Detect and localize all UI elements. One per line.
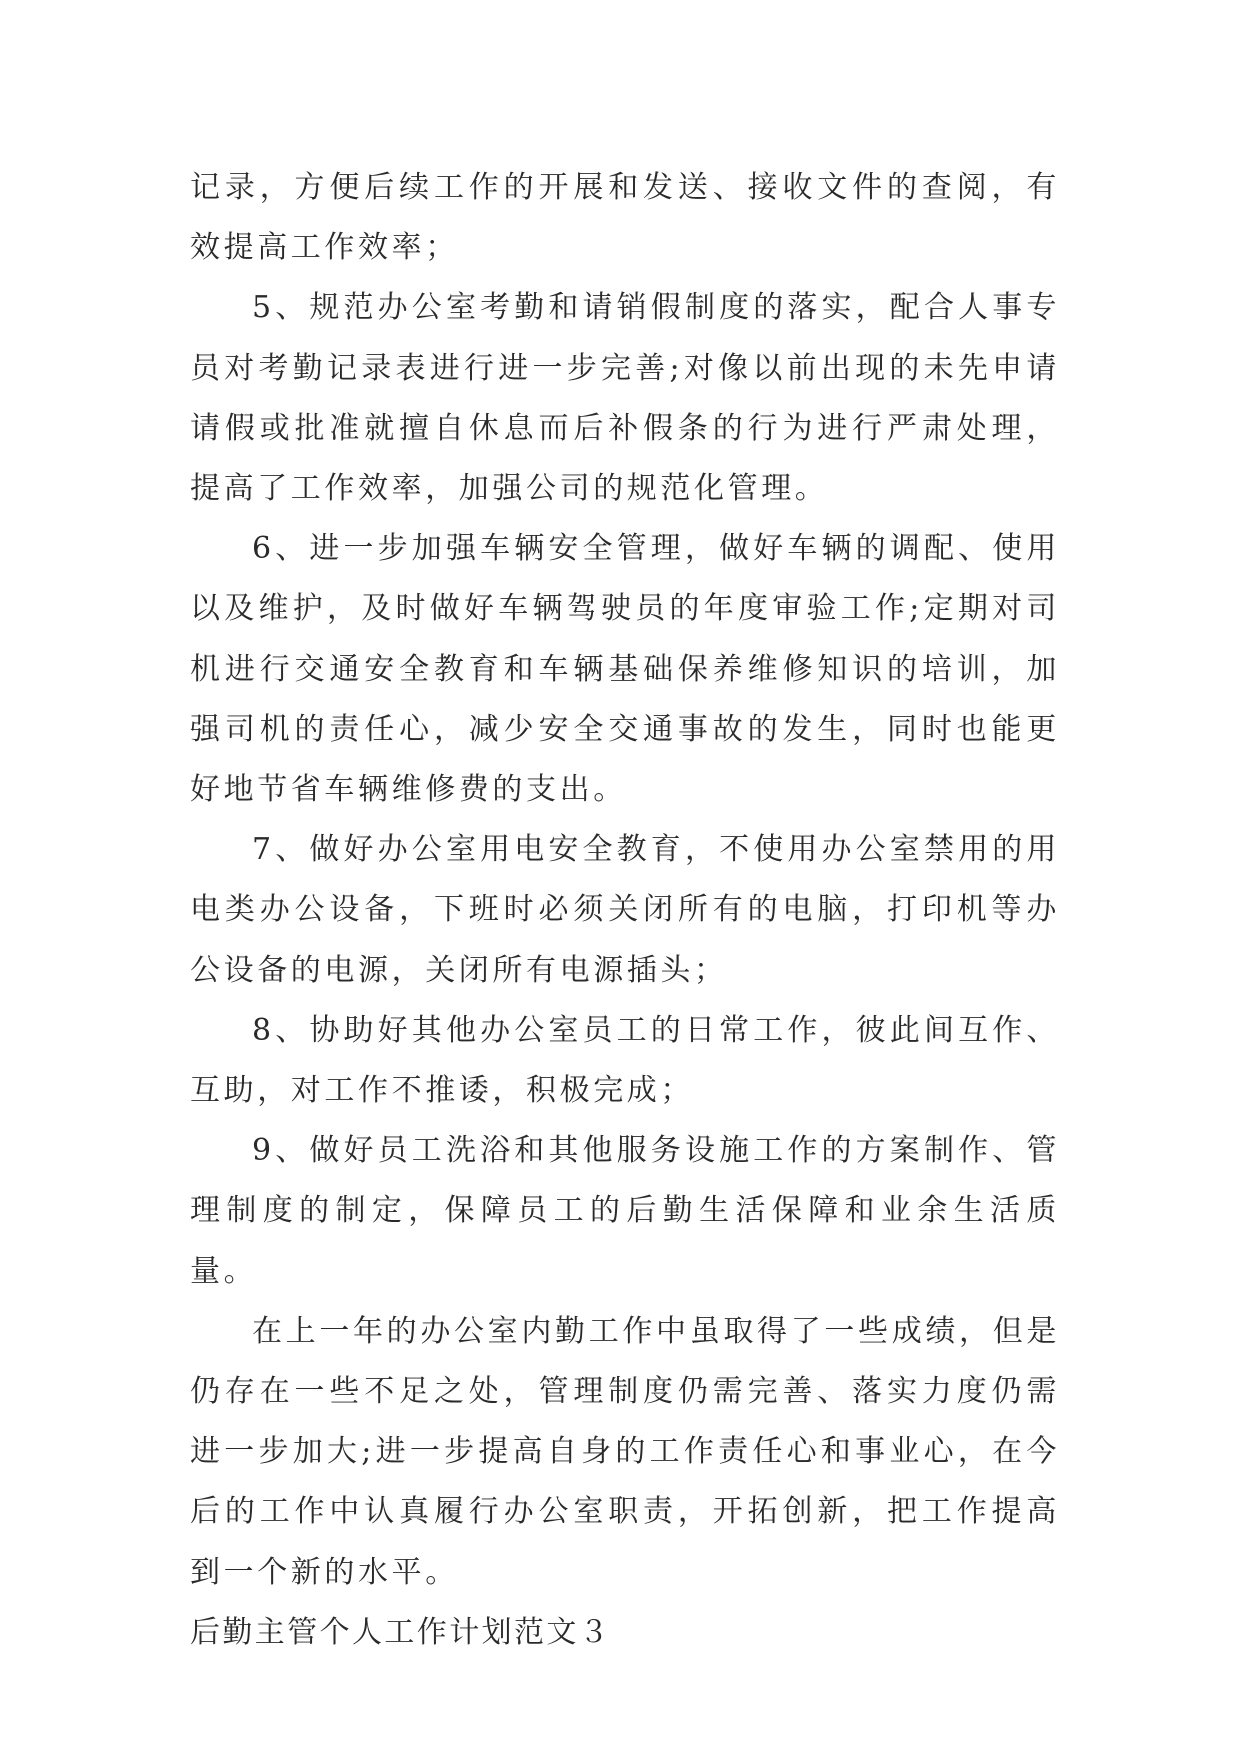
document-body: [190, 158, 1060, 1663]
paragraph-continuation: 记录，方便后续工作的开展和发送、接收文件的查阅，有效提高工作效率；: [190, 170, 1060, 266]
paragraph-item-7: 7、做好办公室用电安全教育，不使用办公室禁用的用电类办公设备，下班时必须关闭所有的电脑，打印机等办公设备的电源，关闭所有电源插头；: [190, 832, 1060, 988]
paragraph-item-9: 9、做好员工洗浴和其他服务设施工作的方案制作、管理制度的制定，保障员工的后勤生活保障和业余生活质量。: [190, 1133, 1060, 1289]
paragraph-item-8: 8、协助好其他办公室员工的日常工作，彼此间互作、互助，对工作不推诿，积极完成；: [190, 1012, 1060, 1109]
paragraph-item-6: 6、进一步加强车辆安全管理，做好车辆的调配、使用以及维护，及时做好车辆驾驶员的年度审验工作;定期对司机进行交通安全教育和车辆基础保养维修知识的培训，加强司机的责任心，减少安全交通事故的发生，同时也能更好地节省车辆维修费的支出。: [190, 531, 1060, 808]
paragraph-summary: 在上一年的办公室内勤工作中虽取得了一些成绩，但是仍存在一些不足之处，管理制度仍需完善、落实力度仍需进一步加大;进一步提高自身的工作责任心和事业心，在今后的工作中认真履行办公室职责，开拓创新，把工作提高到一个新的水平。: [190, 1313, 1060, 1590]
section-heading: 后勤主管个人工作计划范文３: [190, 1614, 612, 1650]
paragraph-item-5: 5、规范办公室考勤和请销假制度的落实，配合人事专员对考勤记录表进行进一步完善;对像以前出现的未先申请请假或批准就擅自休息而后补假条的行为进行严肃处理，提高了工作效率，加强公司的规范化管理。: [190, 290, 1060, 507]
